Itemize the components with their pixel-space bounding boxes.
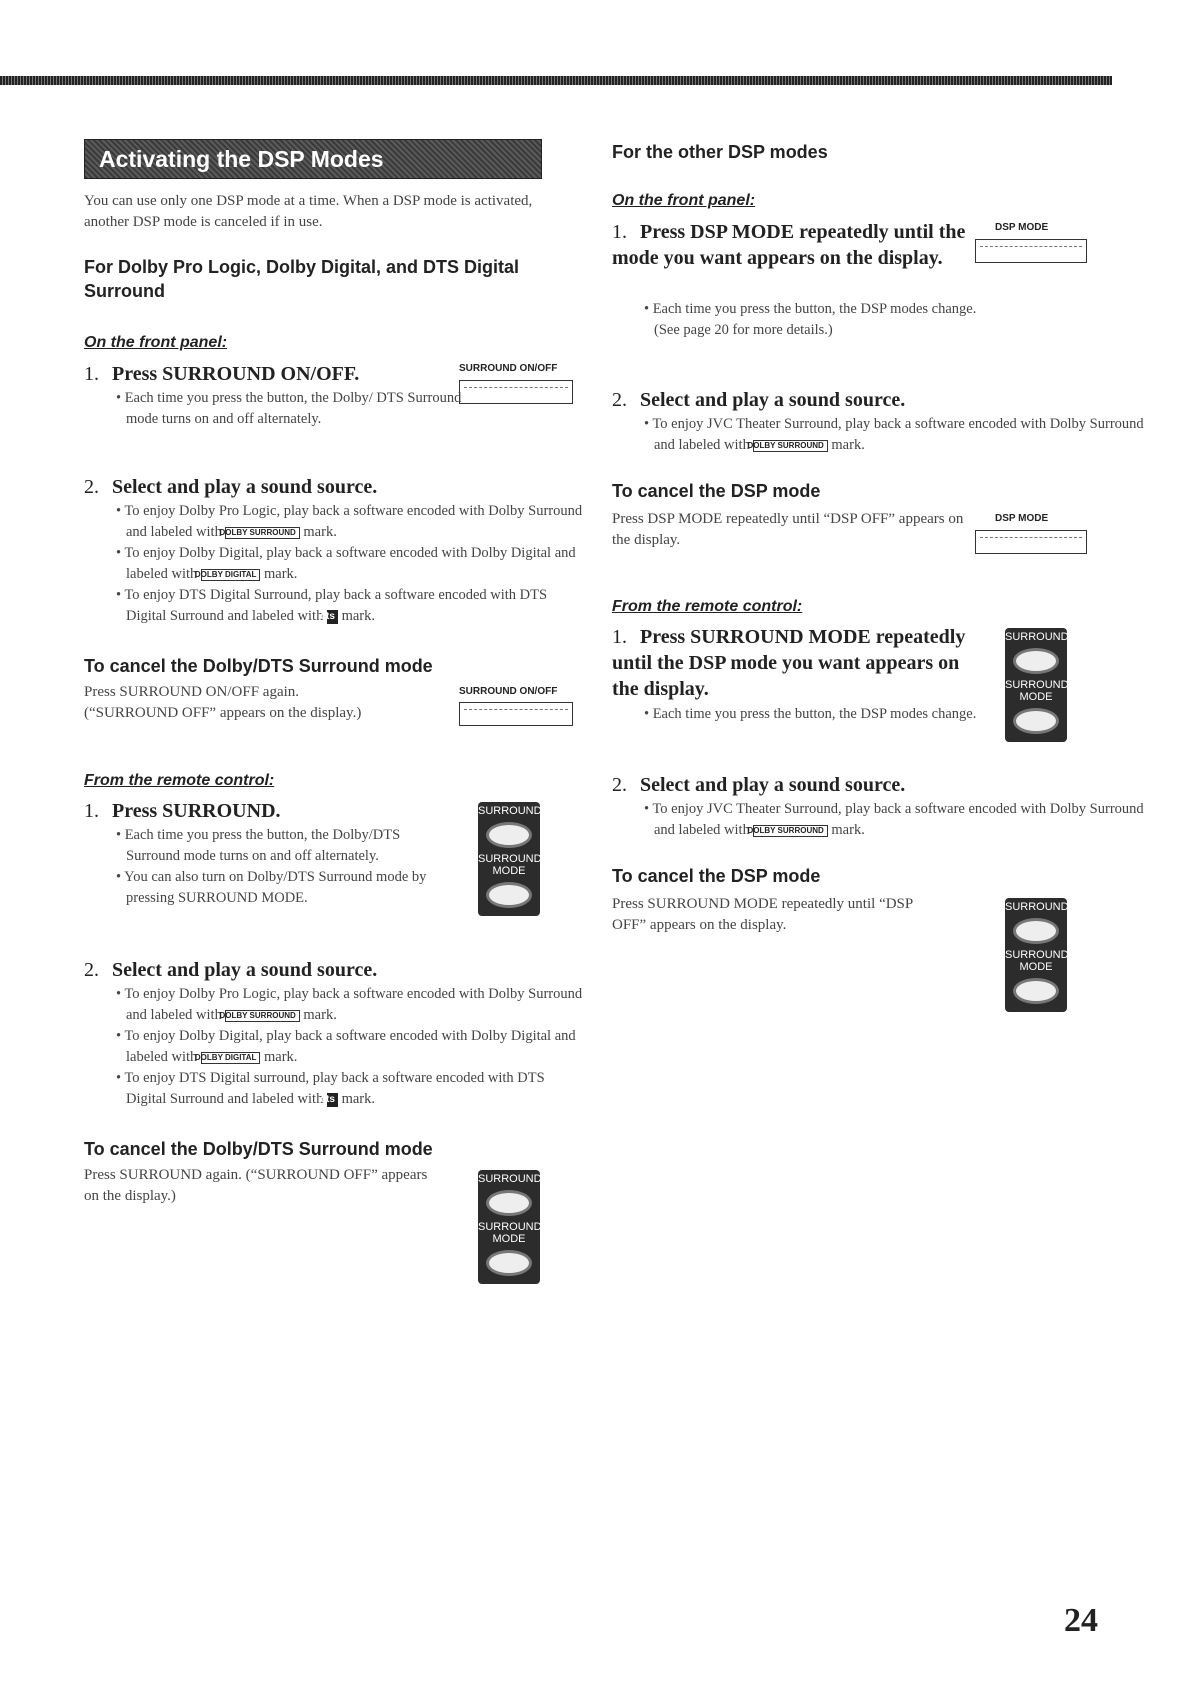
right-step-1-remote-bullet: • Each time you press the button, the DSP modes change.	[612, 704, 1004, 725]
surround-mode-remote-button[interactable]	[486, 882, 532, 908]
right-title: For the other DSP modes	[612, 142, 828, 162]
surround-onoff-label: SURROUND ON/OFF	[459, 363, 558, 374]
cancel-title-remote: To cancel the Dolby/DTS Surround mode	[84, 1139, 433, 1159]
section-title: For Dolby Pro Logic, Dolby Digital, and DTS Digital Surround	[84, 257, 520, 301]
step-1-front-bullet: • Each time you press the button, the Dolby/ DTS Surround mode turns on and off alternately.	[84, 388, 466, 430]
intro-text: You can use only one DSP mode at a time. When a DSP mode is activated, another DSP mode is canceled if in use.	[84, 193, 533, 230]
right-step-2-front-bullet: • To enjoy JVC Theater Surround, play back a software encoded with Dolby Surround and labeled with DOLBY SURROUND mark.	[612, 414, 1154, 456]
dsp-mode-button[interactable]	[975, 239, 1087, 263]
dsp-mode-label-2: DSP MODE	[995, 513, 1049, 524]
cancel-text-front-2: (“SURROUND OFF” appears on the display.)	[84, 705, 362, 721]
right-cancel-text-remote: Press SURROUND MODE repeatedly until “DSP OFF” appears on the display.	[612, 896, 913, 933]
step-2-front-bullets: • To enjoy Dolby Pro Logic, play back a software encoded with Dolby Surround and labeled with DOLBY SURROUND mark. • To enjoy Dolby Digital, play back a software encoded with Dolby Digital and labeled with DOLBY DIGITAL mark. • To enjoy DTS Digital Surround, play back a software encoded with DTS Digital Surround and labeled with dts mark.	[84, 501, 584, 627]
cancel-text-remote: Press SURROUND again. (“SURROUND OFF” appears on the display.)	[84, 1167, 428, 1204]
right-step-2-front: 2. Select and play a sound source.	[612, 389, 906, 411]
step-1-remote-bullets: • Each time you press the button, the Dolby/DTS Surround mode turns on and off alternately. • You can also turn on Dolby/DTS Surround mode by pressing SURROUND MODE.	[84, 825, 454, 909]
remote-surround-buttons[interactable]: SURROUND SURROUND MODE	[478, 802, 540, 916]
right-step-1-front: 1. Press DSP MODE repeatedly until the mode you want appears on the display.	[612, 221, 966, 269]
right-step-2-remote-bullet: • To enjoy JVC Theater Surround, play back a software encoded with Dolby Surround and labeled with DOLBY SURROUND mark.	[612, 799, 1154, 841]
step-1-front: 1. Press SURROUND ON/OFF.	[84, 363, 360, 385]
right-cancel-text-front: Press DSP MODE repeatedly until “DSP OFF” appears on the display.	[612, 511, 964, 548]
dsp-mode-button-2[interactable]	[975, 530, 1087, 554]
dolby-surround-logo: DOLBY SURROUND	[225, 527, 299, 539]
cancel-text-front-1: Press SURROUND ON/OFF again.	[84, 684, 300, 700]
dolby-digital-logo: DOLBY DIGITAL	[201, 569, 260, 581]
step-1-remote: 1. Press SURROUND.	[84, 800, 281, 822]
dsp-mode-label: DSP MODE	[995, 222, 1049, 233]
step-2-remote: 2. Select and play a sound source.	[84, 959, 378, 981]
surround-onoff-button[interactable]	[459, 380, 573, 404]
right-cancel-title-front: To cancel the DSP mode	[612, 481, 821, 501]
right-remote-buttons-2[interactable]: SURROUND SURROUND MODE	[1005, 898, 1067, 1012]
step-2-front: 2. Select and play a sound source.	[84, 476, 378, 498]
right-step-1-remote: 1. Press SURROUND MODE repeatedly until the DSP mode you want appears on the display.	[612, 626, 966, 700]
surround-remote-button[interactable]	[486, 822, 532, 848]
right-step-1-front-bullet: • Each time you press the button, the DSP modes change. (See page 20 for more details.)	[612, 299, 1004, 341]
dts-logo: dts	[327, 610, 338, 624]
cancel-title-front: To cancel the Dolby/DTS Surround mode	[84, 656, 433, 676]
front-panel-subhead: On the front panel:	[84, 334, 228, 351]
page-number: 24	[1064, 1602, 1098, 1639]
remote-subhead: From the remote control:	[84, 772, 275, 789]
surround-onoff-label-2: SURROUND ON/OFF	[459, 686, 558, 697]
top-rule	[0, 76, 1112, 85]
right-remote-buttons[interactable]: SURROUND SURROUND MODE	[1005, 628, 1067, 742]
remote-surround-buttons-2[interactable]: SURROUND SURROUND MODE	[478, 1170, 540, 1284]
right-front-subhead: On the front panel:	[612, 192, 756, 209]
right-step-2-remote: 2. Select and play a sound source.	[612, 774, 906, 796]
right-cancel-title-remote: To cancel the DSP mode	[612, 866, 821, 886]
right-remote-subhead: From the remote control:	[612, 598, 803, 615]
step-2-remote-bullets: • To enjoy Dolby Pro Logic, play back a software encoded with Dolby Surround and labeled with DOLBY SURROUND mark. • To enjoy Dolby Digital, play back a software encoded with Dolby Digital and labeled with DOLBY DIGITAL mark. • To enjoy DTS Digital surround, play back a software encoded with DTS Digital Surround and labeled with dts mark.	[84, 984, 584, 1110]
section-banner: Activating the DSP Modes	[84, 139, 542, 179]
surround-onoff-button-2[interactable]	[459, 702, 573, 726]
